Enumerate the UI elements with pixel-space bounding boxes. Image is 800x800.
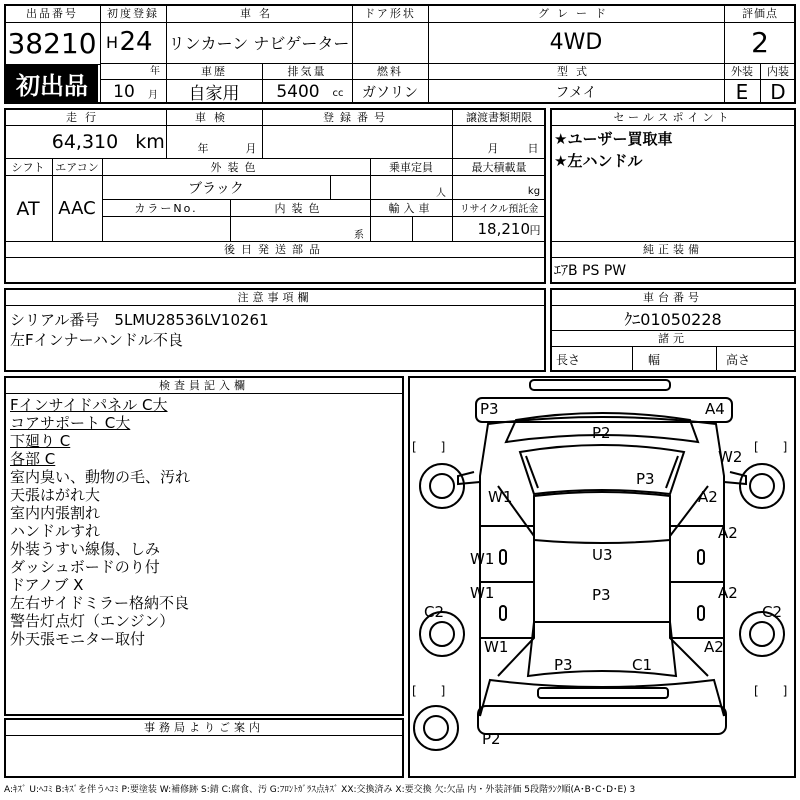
sales-point: ★ユーザー買取車 bbox=[554, 129, 673, 148]
caution-line: 左Fインナーハンドル不良 bbox=[10, 330, 183, 349]
reg-year: 24 bbox=[119, 27, 153, 57]
bracket: [ ] bbox=[754, 440, 788, 454]
dims-label: 諸元 bbox=[658, 332, 688, 345]
grade-label: グレード bbox=[538, 7, 614, 20]
damage-mark: W1 bbox=[488, 488, 513, 506]
era: H bbox=[105, 32, 119, 52]
chassis-label: 車台番号 bbox=[643, 290, 703, 304]
inspector-notes bbox=[10, 396, 400, 648]
note-line: コアサポート C大 bbox=[10, 414, 131, 432]
plate-label: 登録番号 bbox=[323, 110, 391, 124]
sales-label: セールスポイント bbox=[613, 110, 733, 124]
fuel-label: 燃料 bbox=[377, 65, 403, 78]
office-label: 事務局よりご案内 bbox=[144, 720, 264, 734]
note-line: 天張はがれ大 bbox=[10, 486, 101, 504]
model-label: 型式 bbox=[557, 65, 595, 78]
car-name: リンカーン ナビゲーター bbox=[168, 34, 350, 53]
damage-mark: P2 bbox=[592, 424, 611, 442]
interior-color-label: 内装色 bbox=[274, 201, 326, 215]
inspector-label: 検査員記入欄 bbox=[159, 378, 249, 392]
damage-mark: P3 bbox=[480, 400, 499, 418]
shift: AT bbox=[16, 197, 40, 220]
inspection-month-unit: 月 bbox=[245, 142, 257, 155]
caution-line: シリアル番号 5LMU28536LV10261 bbox=[10, 310, 269, 329]
year-unit: 年 bbox=[150, 65, 160, 77]
ext-score: E bbox=[735, 79, 749, 104]
damage-mark: W1 bbox=[470, 584, 495, 602]
legend: A:ｷｽﾞ U:ﾍｺﾐ B:ｷｽﾞを伴うﾍｺﾐ P:要塗装 W:補修跡 S:錆 C:腐食、汚 G:ﾌﾛﾝﾄｶﾞﾗｽ点ｷｽﾞ XX:交換済み X:要交換 欠:欠品 内・外装評価 5段階ﾗﾝｸ順(A･B･C･D･E) 3 bbox=[4, 784, 636, 795]
damage-mark: W2 bbox=[718, 448, 743, 466]
color: ブラック bbox=[188, 180, 244, 197]
load-label: 最大積載量 bbox=[471, 160, 527, 174]
damage-mark: W1 bbox=[470, 550, 495, 568]
recycle-amount: 18,210 bbox=[477, 220, 530, 238]
note-line: ドアノブ X bbox=[10, 576, 84, 594]
model: フメイ bbox=[555, 84, 597, 101]
color-no-label: カラーNo. bbox=[134, 201, 198, 215]
damage-mark: U3 bbox=[592, 546, 613, 564]
damage-mark: A2 bbox=[718, 524, 738, 542]
length-label: 長さ bbox=[556, 352, 581, 367]
score: 2 bbox=[751, 26, 769, 59]
docs-label: 譲渡書類期限 bbox=[466, 110, 532, 124]
kg-unit: kg bbox=[527, 185, 541, 197]
door bbox=[352, 22, 428, 63]
bracket: [ ] bbox=[412, 684, 446, 698]
displacement: 5400 bbox=[276, 81, 320, 102]
damage-mark: C2 bbox=[424, 603, 445, 621]
note-line: 外天張モニター取付 bbox=[10, 630, 146, 648]
ac: AAC bbox=[58, 198, 96, 219]
equip: ｴｱB PS PW bbox=[554, 263, 627, 279]
note-line: 室内臭い、動物の毛、汚れ bbox=[10, 468, 191, 486]
inspection-year-unit: 年 bbox=[197, 142, 209, 155]
inspection-label: 車検 bbox=[195, 110, 233, 124]
docs-month-unit: 月 bbox=[487, 142, 499, 155]
first-listing-badge: 初出品 bbox=[6, 65, 98, 102]
damage-mark: P3 bbox=[554, 656, 573, 674]
disp-label: 排気量 bbox=[287, 65, 327, 78]
later-parts-label: 後日発送部品 bbox=[224, 243, 326, 256]
damage-mark: A4 bbox=[705, 400, 725, 418]
fuel: ガソリン bbox=[362, 84, 418, 101]
kei-unit: 系 bbox=[354, 229, 364, 241]
note-line: ダッシュボードのり付 bbox=[10, 558, 160, 576]
mileage-label: 走行 bbox=[66, 110, 104, 124]
seat-label: 乗車定員 bbox=[389, 160, 433, 174]
note-line: 各部 C bbox=[10, 450, 56, 468]
name-label: 車名 bbox=[240, 7, 278, 20]
note-line: 外装うすい線傷、しみ bbox=[10, 540, 161, 558]
ac-label: エアコン bbox=[55, 160, 99, 174]
damage-mark: P3 bbox=[592, 586, 611, 604]
damage-mark: P2 bbox=[482, 730, 501, 748]
lot-no: 38210 bbox=[7, 26, 97, 60]
damage-mark: P3 bbox=[636, 470, 655, 488]
reg-label: 初度登録 bbox=[107, 7, 159, 20]
note-line: 警告灯点灯（エンジン） bbox=[10, 612, 175, 630]
damage-mark: A2 bbox=[704, 638, 724, 656]
width-label: 幅 bbox=[648, 352, 661, 367]
yen-unit: 円 bbox=[529, 224, 541, 237]
note-line: 左右サイドミラー格納不良 bbox=[10, 594, 189, 612]
score-label: 評価点 bbox=[742, 7, 778, 20]
note-line: ハンドルすれ bbox=[10, 522, 101, 540]
color-label: 外装色 bbox=[210, 160, 262, 174]
person-unit: 人 bbox=[436, 187, 446, 199]
int-label: 内装 bbox=[767, 65, 789, 78]
km-unit: km bbox=[135, 131, 165, 153]
note-line: Fインサイドパネル C大 bbox=[10, 396, 168, 414]
damage-mark: A2 bbox=[718, 584, 738, 602]
ext-label: 外装 bbox=[731, 65, 753, 78]
int-score: D bbox=[770, 79, 786, 104]
damage-mark: C1 bbox=[632, 656, 653, 674]
chassis-number: ｸﾆ01050228 bbox=[624, 309, 722, 329]
docs-day-unit: 日 bbox=[527, 142, 539, 155]
grade: 4WD bbox=[549, 30, 603, 55]
equip-label: 純正装備 bbox=[643, 243, 703, 256]
lot-no-label: 出品番号 bbox=[26, 7, 78, 20]
month-unit: 月 bbox=[148, 89, 158, 101]
bracket: [ ] bbox=[754, 684, 788, 698]
shift-label: シフト bbox=[11, 160, 45, 174]
history-label: 車歴 bbox=[201, 65, 227, 78]
door-label: ドア形状 bbox=[364, 7, 416, 20]
bracket: [ ] bbox=[412, 440, 446, 454]
history: 自家用 bbox=[188, 84, 240, 104]
recycle-label: リサイクル預託金 bbox=[459, 204, 539, 215]
mileage: 64,310 bbox=[51, 131, 119, 153]
damage-mark: W1 bbox=[484, 638, 509, 656]
damage-mark: C2 bbox=[762, 603, 783, 621]
sales-point: ★左ハンドル bbox=[554, 151, 643, 170]
cc-unit: cc bbox=[332, 87, 344, 99]
caution-label: 注意事項欄 bbox=[237, 290, 313, 304]
height-label: 高さ bbox=[726, 352, 751, 367]
damage-mark: A2 bbox=[698, 488, 718, 506]
import-label: 輸入車 bbox=[388, 201, 434, 215]
reg-month: 10 bbox=[113, 82, 135, 102]
note-line: 下廻り C bbox=[10, 432, 71, 450]
note-line: 室内内張割れ bbox=[10, 504, 101, 522]
